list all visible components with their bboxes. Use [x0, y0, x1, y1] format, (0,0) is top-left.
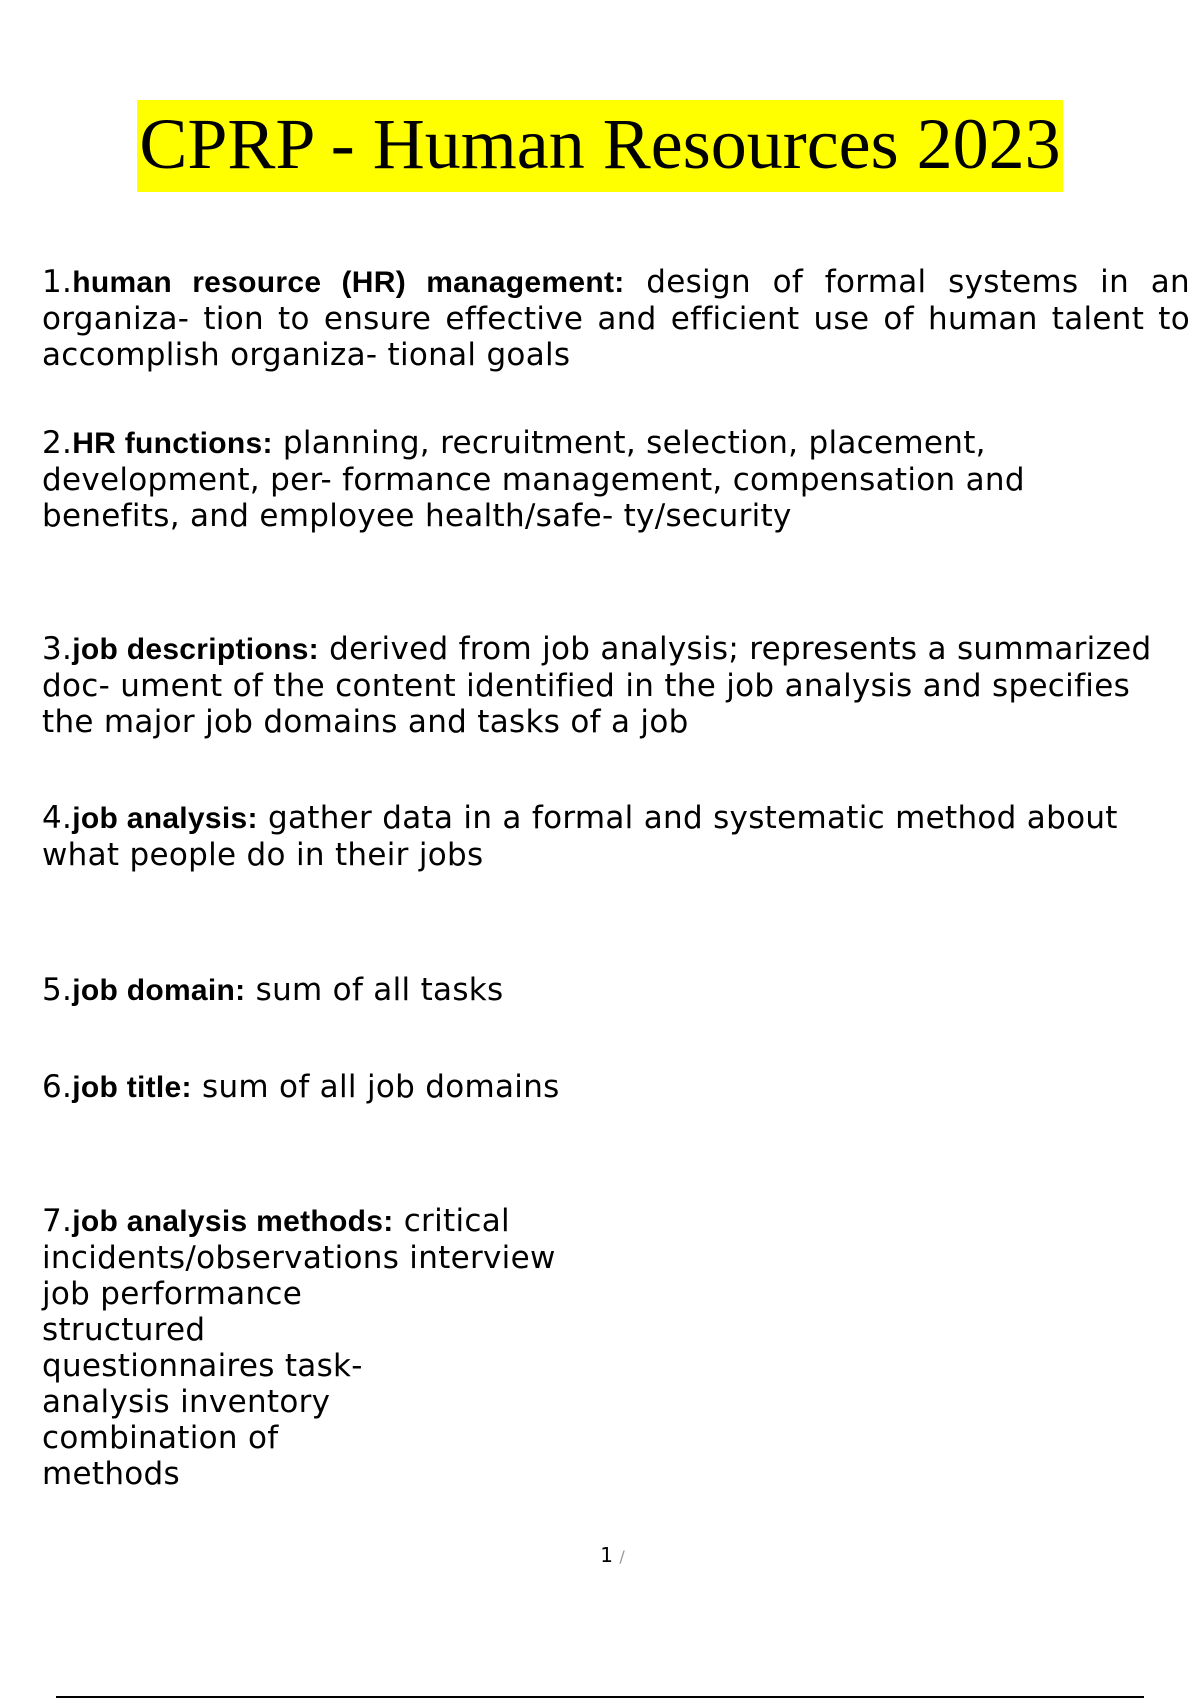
entry-definition: design of formal systems in an organiza- tion to ensure effective and efficient use of human talent to accomplish organiza- tional goals [42, 264, 1190, 373]
entry-definition-line: critical [393, 1203, 510, 1239]
glossary-entry-3 [42, 631, 1190, 740]
entry-definition-line: combination of [42, 1420, 279, 1456]
entry-number: 3. [42, 631, 73, 667]
glossary-entry-6 [42, 1069, 1190, 1106]
glossary-entry-1 [42, 264, 1190, 373]
entry-term: job domain: [72, 974, 246, 1007]
glossary-entry-2 [42, 425, 1122, 534]
glossary-entry-7 [42, 1203, 642, 1492]
entry-definition-line: job performance [42, 1276, 303, 1312]
glossary-entry-5 [42, 972, 1190, 1009]
entry-number: 4. [42, 800, 73, 836]
entry-term: job descriptions: [72, 633, 319, 666]
entry-definition-line: methods [42, 1456, 180, 1492]
entry-number: 7. [42, 1203, 73, 1239]
glossary-entry-4 [42, 800, 1190, 873]
entry-term: job analysis methods: [72, 1205, 394, 1238]
entry-term: job analysis: [72, 802, 258, 835]
entry-term: HR functions: [72, 427, 273, 460]
entry-first-line [42, 1203, 642, 1240]
entry-definition-line: incidents/observations interview [42, 1240, 556, 1276]
entry-term: human resource (HR) management: [72, 266, 625, 299]
entry-definition: planning, recruitment, selection, placement, development, per- formance management, compensation and benefits, and employee health/safe- ty/security [42, 425, 1025, 534]
entry-number: 1. [42, 264, 73, 300]
entry-definition-line: questionnaires task- [42, 1348, 363, 1384]
entry-definition-line: analysis inventory [42, 1384, 331, 1420]
entry-definition: derived from job analysis; represents a summarized doc- ument of the content identified in the job analysis and specifies the major job domains and tasks of a job [42, 631, 1152, 740]
entry-definition-line: structured [42, 1312, 206, 1348]
entry-definition: sum of all tasks [245, 972, 504, 1008]
entry-term: job title: [72, 1071, 192, 1104]
page-title [0, 104, 1200, 184]
page-number-value: 1 [600, 1543, 613, 1567]
page-title-text: CPRP - Human Resources 2023 [137, 100, 1062, 192]
entry-definition: gather data in a formal and systematic method about what people do in their jobs [42, 800, 1118, 873]
page-bottom-divider [56, 1696, 1144, 1698]
entry-number: 6. [42, 1069, 73, 1105]
entry-number: 5. [42, 972, 73, 1008]
page-number-suffix: / [619, 1547, 625, 1566]
page-number [0, 1543, 1200, 1567]
entry-number: 2. [42, 425, 73, 461]
entry-definition: sum of all job domains [191, 1069, 560, 1105]
